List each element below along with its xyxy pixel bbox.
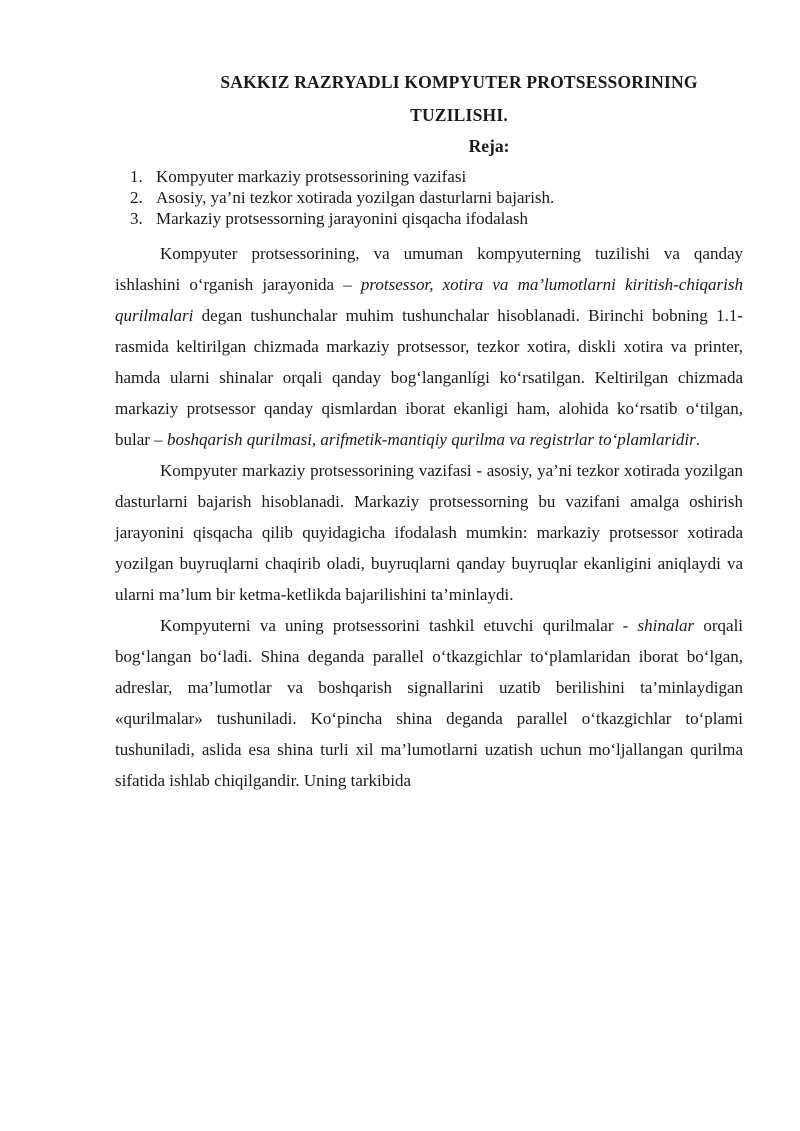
plan-item <box>130 187 554 208</box>
plan-item-number: 2. <box>130 188 143 207</box>
paragraph-1-italic-b: boshqarish qurilmasi, arifmetik-mantiqiy qurilma va registrlar to‘plamlaridir <box>166 430 696 449</box>
document-title-line-2: TUZILISHI. <box>410 105 508 125</box>
paragraph-1-text-c: . <box>695 430 700 449</box>
plan-heading: Reja: <box>468 136 510 156</box>
plan-item-text: Markaziy protsessorning jarayonini qisqacha ifodalash <box>156 209 529 228</box>
paragraph-1-italic-a: protsessor, xotira va ma’lumotlarni kiritish-chiqarish qurilmalari <box>115 275 744 325</box>
paragraph-1-text-a: Kompyuter protsessorining, va umuman kompyuterning tuzilishi va qanday ishlashini o‘rganish jarayonida – <box>115 244 743 294</box>
paragraph-1 <box>115 238 743 455</box>
paragraph-3-text-b: orqali bog‘langan bo‘ladi. Shina deganda parallel o‘tkazgichlar to‘plamlaridan iborat bo‘lgan, adreslar, ma’lumotlar va boshqarish signallarini uzatib berilishini ta’minlaydigan «qurilmalar» tushuniladi. Ko‘pincha shina deganda parallel o‘tkazgichlar to‘plami tushuniladi, aslida esa shina turli xil ma’lumotlarni uzatish uchun mo‘ljallangan qurilma sifatida ishlab chiqilgandir. Uning tarkibida <box>115 616 744 790</box>
plan-item-number: 3. <box>130 209 143 228</box>
paragraph-3 <box>115 610 743 796</box>
document-title-line-1: SAKKIZ RAZRYADLI KOMPYUTER PROTSESSORINING <box>220 72 698 92</box>
plan-item <box>130 166 554 187</box>
paragraph-1-text-b: degan tushunchalar muhim tushunchalar hisoblanadi. Birinchi bobning 1.1-rasmida keltirilgan chizmada markaziy protsessor, tezkor xotira, diskli xotira va printer, hamda ularni shinalar orqali qanday bog‘langanlígi ko‘rsatilgan. Keltirilgan chizmada markaziy protsessor qanday qismlardan iborat ekanligi ham, alohida ko‘rsatib o‘tilgan, bular – <box>115 306 743 449</box>
plan-list <box>130 166 554 229</box>
plan-item-text: Asosiy, ya’ni tezkor xotirada yozilgan dasturlarni bajarish. <box>156 188 555 207</box>
plan-item <box>130 208 554 229</box>
paragraph-3-italic-a: shinalar <box>637 616 695 635</box>
body-text <box>115 238 743 796</box>
paragraph-2: Kompyuter markaziy protsessorining vazifasi - asosiy, ya’ni tezkor xotirada yozilgan dasturlarni bajarish hisoblanadi. Markaziy protsessorning bu vazifani amalga oshirish jarayonini qisqacha qilib quyidagicha ifodalash mumkin: markaziy protsessor xotirada yozilgan buyruqlarni chaqirib oladi, buyruqlarni qanday buyruqlar ekanligini aniqlaydi va ularni ma’lum bir ketma-ketlikda bajarilishini ta’minlaydi. <box>115 461 743 604</box>
plan-item-text: Kompyuter markaziy protsessorining vazifasi <box>156 167 467 186</box>
paragraph-3-text-a: Kompyuterni va uning protsessorini tashkil etuvchi qurilmalar - <box>160 616 638 635</box>
plan-item-number: 1. <box>130 167 143 186</box>
